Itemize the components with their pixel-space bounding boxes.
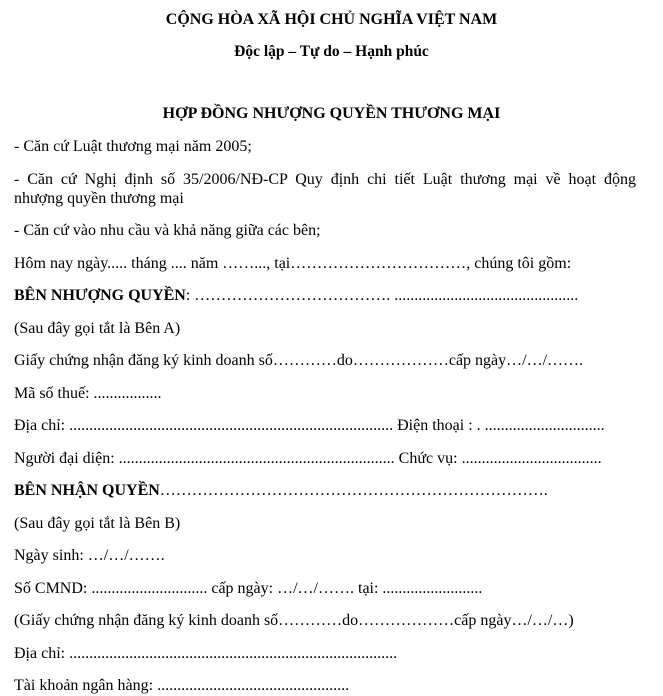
party-b-address: Địa chỉ: .................................................................................. [14, 645, 398, 662]
intro-date-place: Hôm nay ngày..... tháng .... năm ……..., tại……………………………, chúng tôi gồm: [14, 255, 572, 272]
party-b-heading-line [14, 481, 548, 501]
basis-decree-line2: nhượng quyền thương mại [14, 190, 184, 207]
party-a-heading-line [14, 286, 578, 306]
party-a-heading: BÊN NHƯỢNG QUYỀN [14, 287, 186, 304]
document-title: HỢP ĐỒNG NHƯỢNG QUYỀN THƯƠNG MẠI [162, 105, 501, 122]
party-b-license: (Giấy chứng nhận đăng ký kinh doanh số…………do………………cấp ngày…/…/…) [14, 612, 574, 629]
party-b-dob: Ngày sinh: …/…/……. [14, 547, 165, 564]
party-b-bank-account: Tài khoản ngân hàng: ................................................ [14, 677, 350, 694]
motto: Độc lập – Tự do – Hạnh phúc [234, 43, 429, 60]
party-a-license: Giấy chứng nhận đăng ký kinh doanh số…………do………………cấp ngày…/…/……. [14, 352, 584, 369]
party-a-alias: (Sau đây gọi tắt là Bên A) [14, 320, 181, 337]
party-a-address-phone: Địa chỉ: ................................................................................. Điện thoại : . .............................. [14, 417, 605, 434]
basis-commercial-law: - Căn cứ Luật thương mại năm 2005; [14, 138, 252, 155]
basis-needs: - Căn cứ vào nhu cầu và khả năng giữa các bên; [14, 222, 321, 239]
party-b-name-blank: ………………………………………………………………. [159, 482, 548, 499]
party-b-id-card: Số CMND: ............................. cấp ngày: …/…/……. tại: ......................... [14, 580, 483, 597]
party-a-name-blank: : ………………………………. .............................................. [185, 287, 579, 304]
party-a-tax-code: Mã số thuế: ................. [14, 385, 162, 402]
party-b-heading: BÊN NHẬN QUYỀN [14, 482, 160, 499]
country-heading: CỘNG HÒA XÃ HỘI CHỦ NGHĨA VIỆT NAM [165, 11, 498, 28]
party-a-representative: Người đại diện: ..................................................................... Chức vụ: ................................... [14, 450, 602, 467]
party-b-alias: (Sau đây gọi tắt là Bên B) [14, 515, 181, 532]
basis-decree-line1: - Căn cứ Nghị định số 35/2006/NĐ-CP Quy định chi tiết Luật thương mại về hoạt động [14, 171, 636, 188]
